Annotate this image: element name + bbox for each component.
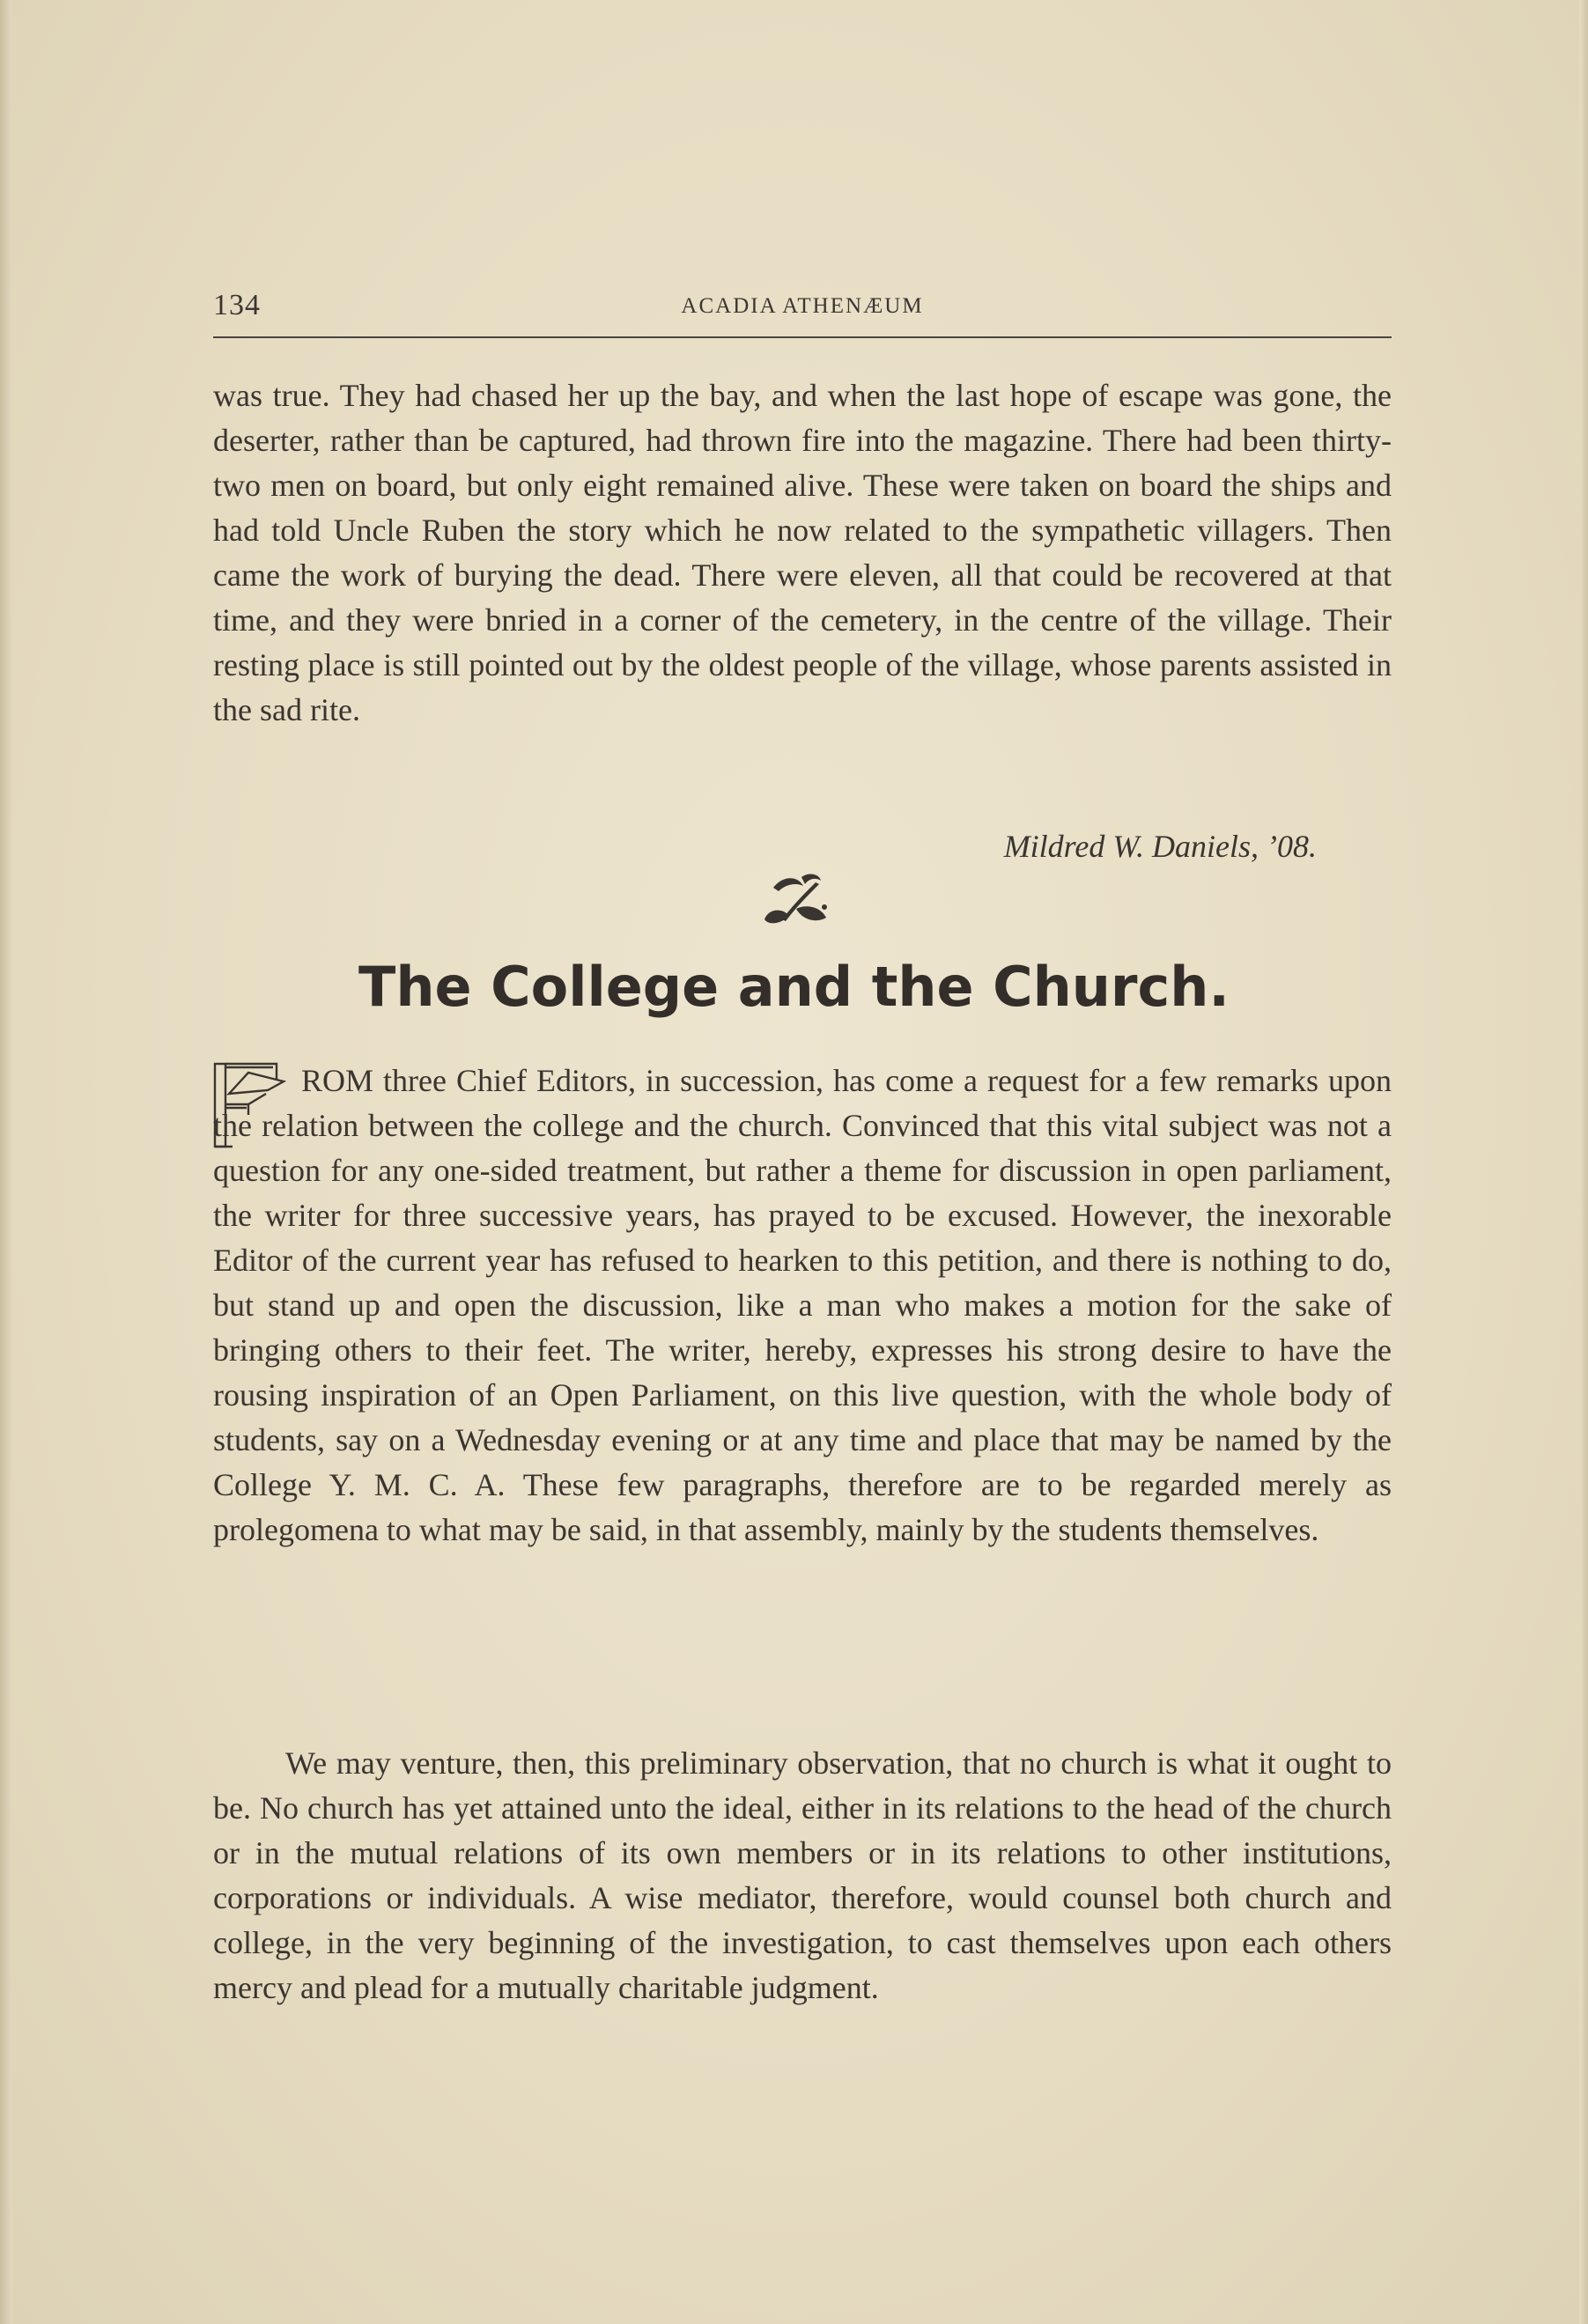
- header-rule: [213, 336, 1392, 338]
- article-title: The College and the Church.: [358, 955, 1230, 1019]
- running-head: ACADIA ATHENÆUM: [681, 294, 924, 318]
- page-edge-right: [1579, 0, 1588, 2324]
- fleuron-ornament: [756, 868, 844, 933]
- author-signature: Mildred W. Daniels, ’08.: [1003, 829, 1317, 864]
- article-paragraph-2: We may venture, then, this preliminary observation, that no church is what it ought to be. No church has yet attained unto the ideal, either in its relations to the head of the church or in the mutual relations of its own members or in its relations to other institutions, corporations or individuals. A wise mediator, therefore, would counsel both church and college, in the very beginning of the investigation, to cast themselves upon each others mercy and plead for a mutually charitable judgment.: [213, 1745, 1392, 2005]
- article-paragraph-1: ROM three Chief Editors, in succession, has come a request for a few remarks upon the relation between the college and the church. Convinced that this vital subject was not a question for any one-sided treatment, but rather a theme for discussion in open parliament, the writer for three successive years, has prayed to be excused. However, the inexorable Editor of the current year has refused to hearken to this petition, and there is nothing to do, but stand up and open the discussion, like a man who makes a motion for the sake of bringing others to their feet. The writer, hereby, expresses his strong desire to have the rousing inspiration of an Open Parliament, on this live question, with the whole body of students, say on a Wednesday evening or at any time and place that may be named by the College Y. M. C. A. These few paragraphs, therefore are to be regarded merely as prolegomena to what may be said, in that assembly, mainly by the students themselves.: [213, 1063, 1392, 1547]
- page-edge-left: [0, 0, 12, 2324]
- article-continuation-text: was true. They had chased her up the bay, and when the last hope of escape was gone, the deserter, rather than be captured, had thrown fire into the magazine. There had been thirty-two men on board, but only eight remained alive. These were taken on board the ships and had told Uncle Ruben the story which he now related to the sympathetic villagers. Then came the work of burying the dead. There were eleven, all that could be recovered at that time, and they were bnried in a corner of the cemetery, in the centre of the village. Their resting place is still pointed out by the oldest people of the village, whose parents assisted in the sad rite.: [213, 378, 1392, 727]
- page-header: [213, 289, 1392, 333]
- page-number: 134: [213, 289, 261, 321]
